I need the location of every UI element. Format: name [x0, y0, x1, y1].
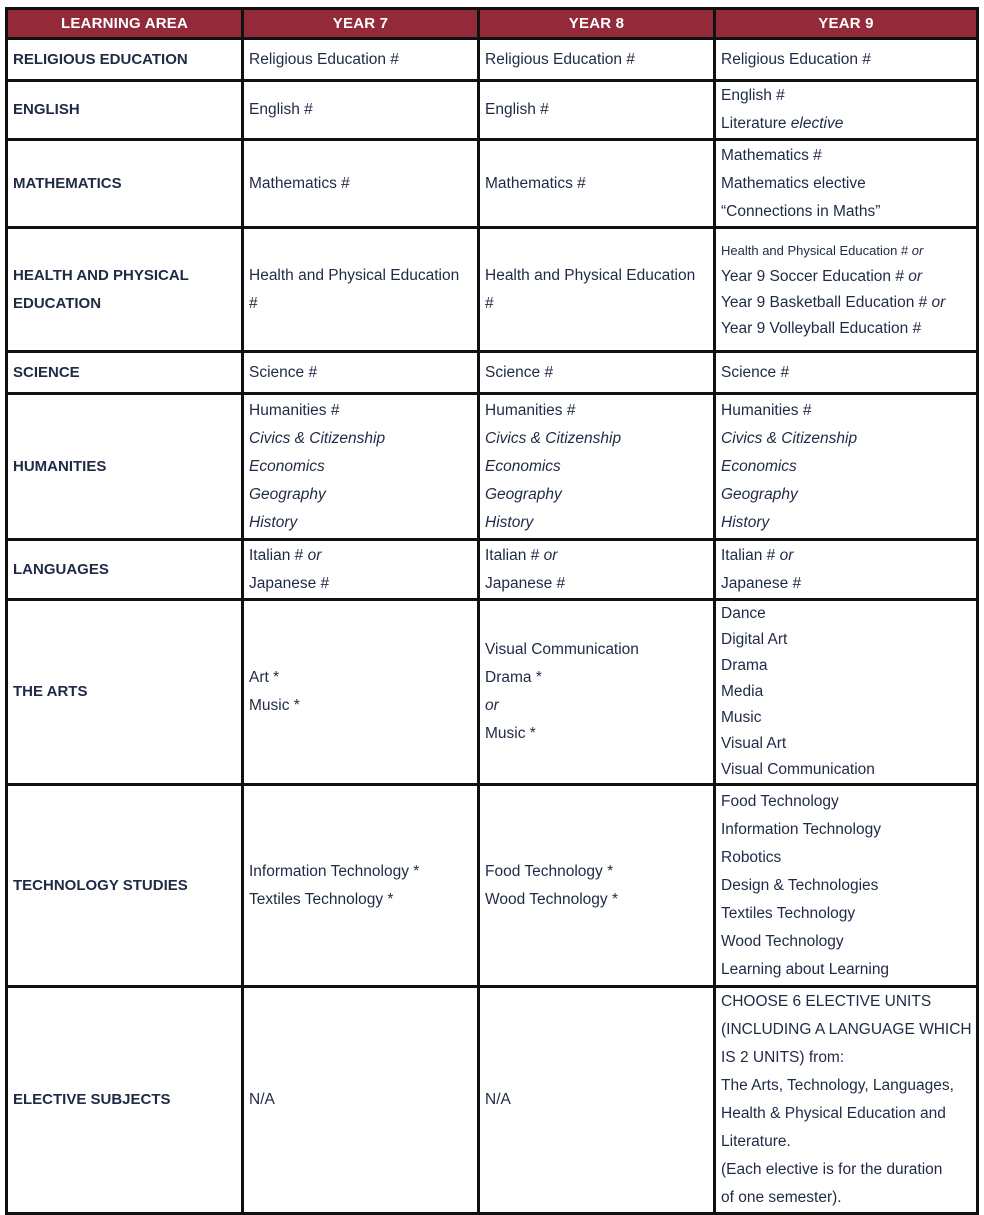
subject-line: [721, 1156, 971, 1184]
subject-text: (INCLUDING A LANGUAGE WHICH: [721, 1021, 972, 1038]
subject-text: Humanities #: [485, 401, 576, 419]
subject-cell-year-7: [243, 39, 479, 81]
subject-line: [721, 679, 971, 705]
subject-text: of one semester).: [721, 1189, 842, 1206]
subject-text: Media: [721, 683, 764, 700]
subject-italic-text: History: [249, 513, 298, 531]
header-year-8: YEAR 8: [479, 9, 715, 39]
subject-line: [721, 1128, 971, 1156]
subject-line: [249, 170, 472, 198]
subject-text: Music *: [249, 697, 300, 714]
subject-line: [485, 1086, 708, 1114]
learning-area-cell: [7, 987, 243, 1214]
subject-italic-text: or: [543, 546, 558, 564]
subject-text: Mathematics elective: [721, 174, 866, 192]
learning-area-label: THE ARTS: [13, 683, 88, 700]
subject-line: [721, 238, 971, 264]
subject-cell-year-9: [715, 394, 978, 540]
subject-cell-year-8: [479, 600, 715, 785]
subject-text: Italian #: [721, 546, 780, 564]
table-row-technology-studies: [7, 785, 978, 987]
header-year-9: YEAR 9: [715, 9, 978, 39]
subject-italic-text: or: [779, 546, 794, 564]
subject-line: [721, 1016, 971, 1044]
subject-text: Religious Education #: [485, 50, 635, 68]
subject-text: Drama: [721, 657, 768, 674]
subject-text: English #: [249, 101, 313, 118]
subject-line: [721, 198, 971, 226]
subject-cell-year-7: [243, 987, 479, 1214]
subject-cell-year-7: [243, 785, 479, 987]
subject-italic-text: Geography: [721, 485, 798, 503]
subject-text: Digital Art: [721, 631, 788, 648]
subject-line: [721, 110, 971, 138]
subject-line: [485, 636, 708, 664]
subject-italic-text: History: [721, 513, 770, 531]
subject-line: [721, 900, 971, 928]
subject-text: Information Technology *: [249, 862, 420, 880]
subject-italic-text: Geography: [249, 485, 326, 503]
subject-cell-year-8: [479, 540, 715, 600]
table-row-science: [7, 352, 978, 394]
subject-line: [249, 481, 472, 509]
subject-line: [721, 264, 971, 290]
subject-italic-text: Economics: [249, 457, 325, 475]
subject-text: English #: [721, 87, 785, 104]
subject-text: Science #: [721, 363, 790, 381]
subject-text: Wood Technology: [721, 932, 844, 950]
subject-cell-year-8: [479, 987, 715, 1214]
learning-area-label: TECHNOLOGY STUDIES: [13, 876, 188, 894]
subject-text: N/A: [485, 1091, 511, 1108]
subject-text: Health and Physical Education #: [721, 242, 912, 258]
subject-italic-text: or: [908, 267, 923, 285]
subject-line: [249, 359, 472, 387]
subject-line: [485, 96, 708, 124]
subject-italic-text: or: [931, 293, 946, 311]
subject-text: Year 9 Soccer Education #: [721, 267, 909, 285]
subject-line: [485, 46, 708, 74]
subject-line: [249, 96, 472, 124]
subject-line: [249, 692, 472, 720]
subject-italic-text: or: [911, 242, 924, 258]
subject-line: [485, 170, 708, 198]
subject-text: Japanese #: [249, 574, 330, 592]
subject-line: [721, 542, 971, 570]
subject-line: [249, 397, 472, 425]
subject-line: [721, 1184, 971, 1212]
subject-line: [249, 664, 472, 692]
subject-cell-year-8: [479, 228, 715, 352]
subject-text: English #: [485, 101, 549, 118]
subject-cell-year-8: [479, 39, 715, 81]
learning-area-label: RELIGIOUS EDUCATION: [13, 50, 188, 68]
learning-area-cell: [7, 785, 243, 987]
subject-line: [249, 453, 472, 481]
subject-line: [721, 844, 971, 872]
subject-cell-year-8: [479, 394, 715, 540]
subject-text: Year 9 Basketball Education #: [721, 293, 932, 311]
subject-text: Mathematics #: [721, 146, 822, 164]
subject-cell-year-9: [715, 81, 978, 140]
subject-line: [485, 481, 708, 509]
subject-text: IS 2 UNITS) from:: [721, 1049, 845, 1066]
learning-areas-table: [5, 7, 979, 1215]
subject-cell-year-7: [243, 140, 479, 228]
subject-text: Design & Technologies: [721, 876, 879, 894]
subject-line: [249, 509, 472, 537]
subject-text: CHOOSE 6 ELECTIVE UNITS: [721, 993, 932, 1010]
subject-text: Health and Physical Education: [485, 266, 696, 284]
subject-line: [249, 542, 472, 570]
subject-text: Italian #: [485, 546, 544, 564]
subject-italic-text: Economics: [721, 457, 797, 475]
subject-italic-text: History: [485, 513, 534, 531]
subject-line: [485, 542, 708, 570]
subject-italic-text: or: [485, 697, 499, 714]
subject-cell-year-8: [479, 352, 715, 394]
learning-area-label: HUMANITIES: [13, 457, 107, 475]
subject-line: [249, 290, 472, 318]
subject-text: Drama *: [485, 669, 542, 686]
learning-area-cell: [7, 394, 243, 540]
subject-cell-year-8: [479, 81, 715, 140]
table-row-mathematics: [7, 140, 978, 228]
subject-line: [721, 359, 971, 387]
subject-text: Humanities #: [249, 401, 340, 419]
subject-line: [721, 1044, 971, 1072]
subject-line: [721, 816, 971, 844]
header-learning-area: LEARNING AREA: [7, 9, 243, 39]
learning-area-cell: [7, 140, 243, 228]
subject-line: [721, 46, 971, 74]
subject-text: Japanese #: [721, 574, 802, 592]
subject-cell-year-9: [715, 140, 978, 228]
subject-text: Visual Communication: [721, 761, 875, 778]
table-row-english: [7, 81, 978, 140]
subject-text: N/A: [249, 1091, 275, 1108]
subject-line: [721, 570, 971, 598]
header-year-7: YEAR 7: [243, 9, 479, 39]
subject-line: [721, 928, 971, 956]
subject-text: Learning about Learning: [721, 960, 890, 978]
learning-area-cell: [7, 540, 243, 600]
subject-line: [485, 262, 708, 290]
learning-area-label: ELECTIVE SUBJECTS: [13, 1091, 171, 1108]
subject-text: Music *: [485, 725, 536, 742]
subject-text: Health & Physical Education and: [721, 1105, 946, 1122]
subject-line: [721, 1100, 971, 1128]
subject-line: [249, 570, 472, 598]
subject-text: Mathematics #: [485, 174, 586, 192]
subject-cell-year-7: [243, 228, 479, 352]
subject-line: [485, 509, 708, 537]
subject-line: [249, 1086, 472, 1114]
subject-cell-year-8: [479, 785, 715, 987]
subject-line: [249, 46, 472, 74]
subject-text: Robotics: [721, 848, 782, 866]
subject-cell-year-9: [715, 987, 978, 1214]
table-row-humanities: [7, 394, 978, 540]
subject-text: Food Technology *: [485, 862, 614, 880]
learning-area-cell: [7, 81, 243, 140]
subject-text: Information Technology: [721, 820, 881, 838]
subject-text: Literature.: [721, 1133, 791, 1150]
subject-text: Italian #: [249, 546, 308, 564]
learning-area-cell: [7, 352, 243, 394]
subject-line: [485, 664, 708, 692]
subject-line: [721, 316, 971, 342]
subject-line: [485, 453, 708, 481]
subject-text: #: [485, 294, 494, 312]
subject-line: [485, 570, 708, 598]
subject-line: [721, 601, 971, 627]
subject-line: [249, 886, 472, 914]
subject-text: Textiles Technology: [721, 904, 856, 922]
subject-italic-text: or: [307, 546, 322, 564]
subject-line: [721, 170, 971, 198]
subject-text: Religious Education #: [721, 50, 871, 68]
subject-italic-text: elective: [790, 115, 844, 132]
subject-line: [249, 262, 472, 290]
subject-line: [721, 627, 971, 653]
subject-italic-text: Economics: [485, 457, 561, 475]
subject-text: Japanese #: [485, 574, 566, 592]
subject-line: [721, 425, 971, 453]
subject-line: [721, 397, 971, 425]
subject-cell-year-7: [243, 540, 479, 600]
subject-line: [721, 82, 971, 110]
subject-text: Music: [721, 709, 762, 726]
subject-line: [721, 1072, 971, 1100]
subject-text: Health and Physical Education: [249, 266, 460, 284]
subject-italic-text: Civics & Citizenship: [249, 429, 386, 447]
learning-area-label: SCIENCE: [13, 363, 80, 381]
subject-cell-year-8: [479, 140, 715, 228]
learning-area-cell: [7, 600, 243, 785]
learning-area-label: HEALTH AND PHYSICAL: [13, 266, 189, 284]
subject-line: [485, 397, 708, 425]
subject-line: [721, 142, 971, 170]
learning-area-cell: [7, 39, 243, 81]
subject-line: [485, 886, 708, 914]
subject-line: [721, 988, 971, 1016]
subject-line: [485, 290, 708, 318]
subject-cell-year-7: [243, 394, 479, 540]
subject-line: [721, 788, 971, 816]
table-row-the-arts: [7, 600, 978, 785]
learning-area-label: MATHEMATICS: [13, 174, 122, 192]
subject-cell-year-9: [715, 785, 978, 987]
subject-line: [249, 425, 472, 453]
subject-text: “Connections in Maths”: [721, 202, 881, 220]
learning-area-label: LANGUAGES: [13, 560, 109, 578]
subject-line: [485, 359, 708, 387]
subject-line: [249, 858, 472, 886]
subject-line: [721, 956, 971, 984]
subject-cell-year-9: [715, 228, 978, 352]
table-row-health-physical-education: [7, 228, 978, 352]
subject-text: Food Technology: [721, 792, 839, 810]
subject-text: #: [249, 294, 258, 312]
subject-line: [721, 872, 971, 900]
subject-line: [721, 757, 971, 783]
subject-text: Dance: [721, 605, 766, 622]
subject-text: Science #: [249, 363, 318, 381]
learning-area-cell: [7, 228, 243, 352]
subject-italic-text: Civics & Citizenship: [485, 429, 622, 447]
subject-cell-year-9: [715, 352, 978, 394]
table-row-elective-subjects: [7, 987, 978, 1214]
subject-text: Religious Education #: [249, 50, 399, 68]
subject-cell-year-7: [243, 81, 479, 140]
subject-text: Humanities #: [721, 401, 812, 419]
subject-line: [721, 481, 971, 509]
subject-line: [721, 453, 971, 481]
subject-cell-year-7: [243, 600, 479, 785]
subject-text: (Each elective is for the duration: [721, 1161, 943, 1178]
subject-italic-text: Civics & Citizenship: [721, 429, 858, 447]
subject-text: Visual Art: [721, 735, 787, 752]
subject-cell-year-7: [243, 352, 479, 394]
subject-line: [485, 692, 708, 720]
subject-text: Literature: [721, 115, 791, 132]
subject-text: Year 9 Volleyball Education #: [721, 319, 922, 337]
subject-line: [721, 509, 971, 537]
subject-cell-year-9: [715, 39, 978, 81]
subject-text: Textiles Technology *: [249, 890, 394, 908]
subject-line: [721, 290, 971, 316]
subject-cell-year-9: [715, 600, 978, 785]
subject-text: Visual Communication: [485, 641, 639, 658]
learning-area-label: ENGLISH: [13, 101, 80, 118]
header-row: [7, 9, 978, 39]
table-row-languages: [7, 540, 978, 600]
subject-line: [721, 653, 971, 679]
subject-text: The Arts, Technology, Languages,: [721, 1077, 954, 1094]
subject-line: [485, 425, 708, 453]
subject-text: Art *: [249, 669, 280, 686]
table-row-religious-education: [7, 39, 978, 81]
learning-area-label: EDUCATION: [13, 294, 102, 312]
subject-line: [485, 720, 708, 748]
subject-line: [721, 705, 971, 731]
subject-italic-text: Geography: [485, 485, 562, 503]
subject-text: Science #: [485, 363, 554, 381]
subject-line: [485, 858, 708, 886]
subject-line: [721, 731, 971, 757]
subject-text: Wood Technology *: [485, 890, 618, 908]
subject-text: Mathematics #: [249, 174, 350, 192]
subject-cell-year-9: [715, 540, 978, 600]
